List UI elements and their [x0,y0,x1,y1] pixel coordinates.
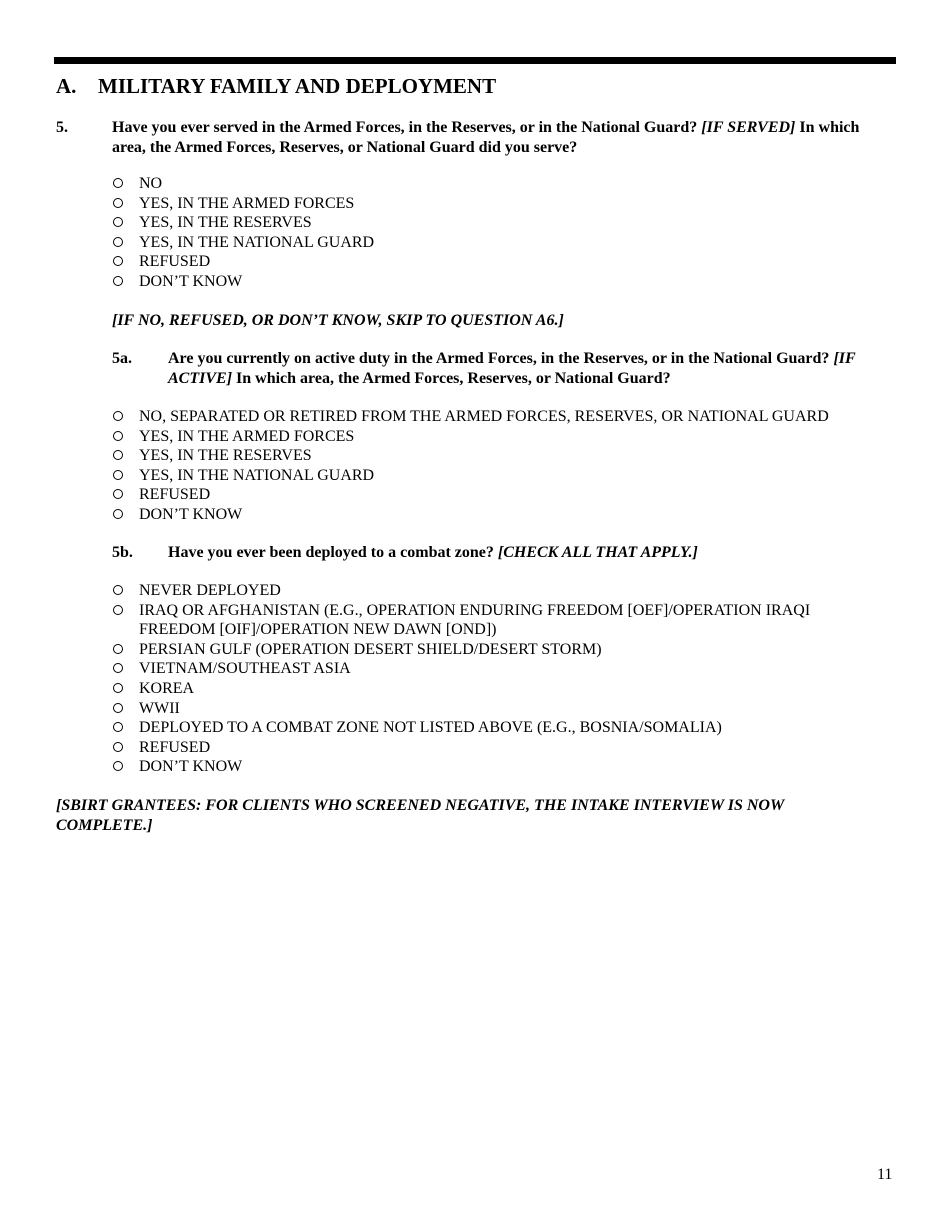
radio-circle-icon[interactable] [113,198,123,208]
radio-circle-icon[interactable] [113,256,123,266]
radio-option[interactable]: REFUSED [112,252,374,272]
radio-circle-icon[interactable] [113,742,123,752]
question-number: 5. [56,119,68,136]
radio-circle-icon[interactable] [113,470,123,480]
radio-circle-icon[interactable] [113,217,123,227]
radio-circle-icon[interactable] [113,450,123,460]
question-5b [112,543,896,563]
radio-option[interactable]: YES, IN THE ARMED FORCES [112,427,829,447]
radio-option[interactable]: WWII [112,699,874,719]
radio-option[interactable]: DON’T KNOW [112,505,829,525]
question-5a [112,349,896,389]
radio-circle-icon[interactable] [113,178,123,188]
top-rule [54,57,896,64]
section-letter: A. [56,74,77,98]
radio-circle-icon[interactable] [113,237,123,247]
radio-circle-icon[interactable] [113,605,123,615]
radio-circle-icon[interactable] [113,663,123,673]
question-number: 5a. [112,350,132,367]
q5b-options [112,581,874,777]
radio-circle-icon[interactable] [113,276,123,286]
interviewer-instruction: [IF ACTIVE] [168,350,856,387]
radio-circle-icon[interactable] [113,683,123,693]
question-text: Have you ever been deployed to a combat zone? [CHECK ALL THAT APPLY.] [168,544,698,561]
page-number: 11 [877,1166,893,1183]
radio-circle-icon[interactable] [113,509,123,519]
section-heading [56,72,496,100]
radio-option[interactable]: YES, IN THE RESERVES [112,213,374,233]
interviewer-instruction: [IF SERVED] [701,119,796,136]
radio-circle-icon[interactable] [113,722,123,732]
interviewer-instruction: [CHECK ALL THAT APPLY.] [497,544,698,561]
question-5 [56,118,896,158]
radio-option[interactable]: PERSIAN GULF (OPERATION DESERT SHIELD/DESERT STORM) [112,640,874,660]
radio-option[interactable]: VIETNAM/SOUTHEAST ASIA [112,659,874,679]
radio-circle-icon[interactable] [113,585,123,595]
radio-option[interactable]: NO [112,174,374,194]
radio-option[interactable]: DON’T KNOW [112,757,874,777]
question-text: Are you currently on active duty in the Armed Forces, in the Reserves, or in the National Guard? [IF ACTIVE] In which area, the Armed Forces, Reserves, or National Guard? [168,350,856,387]
radio-circle-icon[interactable] [113,761,123,771]
question-number: 5b. [112,544,133,561]
radio-circle-icon[interactable] [113,703,123,713]
radio-option[interactable]: DEPLOYED TO A COMBAT ZONE NOT LISTED ABOVE (E.G., BOSNIA/SOMALIA) [112,718,874,738]
radio-option[interactable]: KOREA [112,679,874,699]
radio-option[interactable]: IRAQ OR AFGHANISTAN (E.G., OPERATION ENDURING FREEDOM [OEF]/OPERATION IRAQI FREEDOM [OIF]/OPERATION NEW DAWN [OND]) [112,601,874,640]
radio-circle-icon[interactable] [113,411,123,421]
question-text: Have you ever served in the Armed Forces, in the Reserves, or in the National Guard? [IF SERVED] In which area, the Armed Forces, Reserves, or National Guard did you serve? [112,119,860,156]
radio-option[interactable]: YES, IN THE NATIONAL GUARD [112,233,374,253]
radio-option[interactable]: REFUSED [112,738,874,758]
radio-circle-icon[interactable] [113,431,123,441]
skip-instruction: [IF NO, REFUSED, OR DON’T KNOW, SKIP TO QUESTION A6.] [112,312,564,329]
radio-option[interactable]: YES, IN THE ARMED FORCES [112,194,374,214]
radio-option[interactable]: NEVER DEPLOYED [112,581,874,601]
q5a-options [112,407,829,525]
completion-instruction: [SBIRT GRANTEES: FOR CLIENTS WHO SCREENED NEGATIVE, THE INTAKE INTERVIEW IS NOW COMPLETE.] [56,797,784,834]
q5-options [112,174,374,292]
radio-circle-icon[interactable] [113,644,123,654]
radio-option[interactable]: REFUSED [112,485,829,505]
radio-option[interactable]: YES, IN THE NATIONAL GUARD [112,466,829,486]
radio-option[interactable]: DON’T KNOW [112,272,374,292]
radio-option[interactable]: NO, SEPARATED OR RETIRED FROM THE ARMED FORCES, RESERVES, OR NATIONAL GUARD [112,407,829,427]
radio-circle-icon[interactable] [113,489,123,499]
radio-option[interactable]: YES, IN THE RESERVES [112,446,829,466]
section-title: MILITARY FAMILY AND DEPLOYMENT [98,74,497,98]
